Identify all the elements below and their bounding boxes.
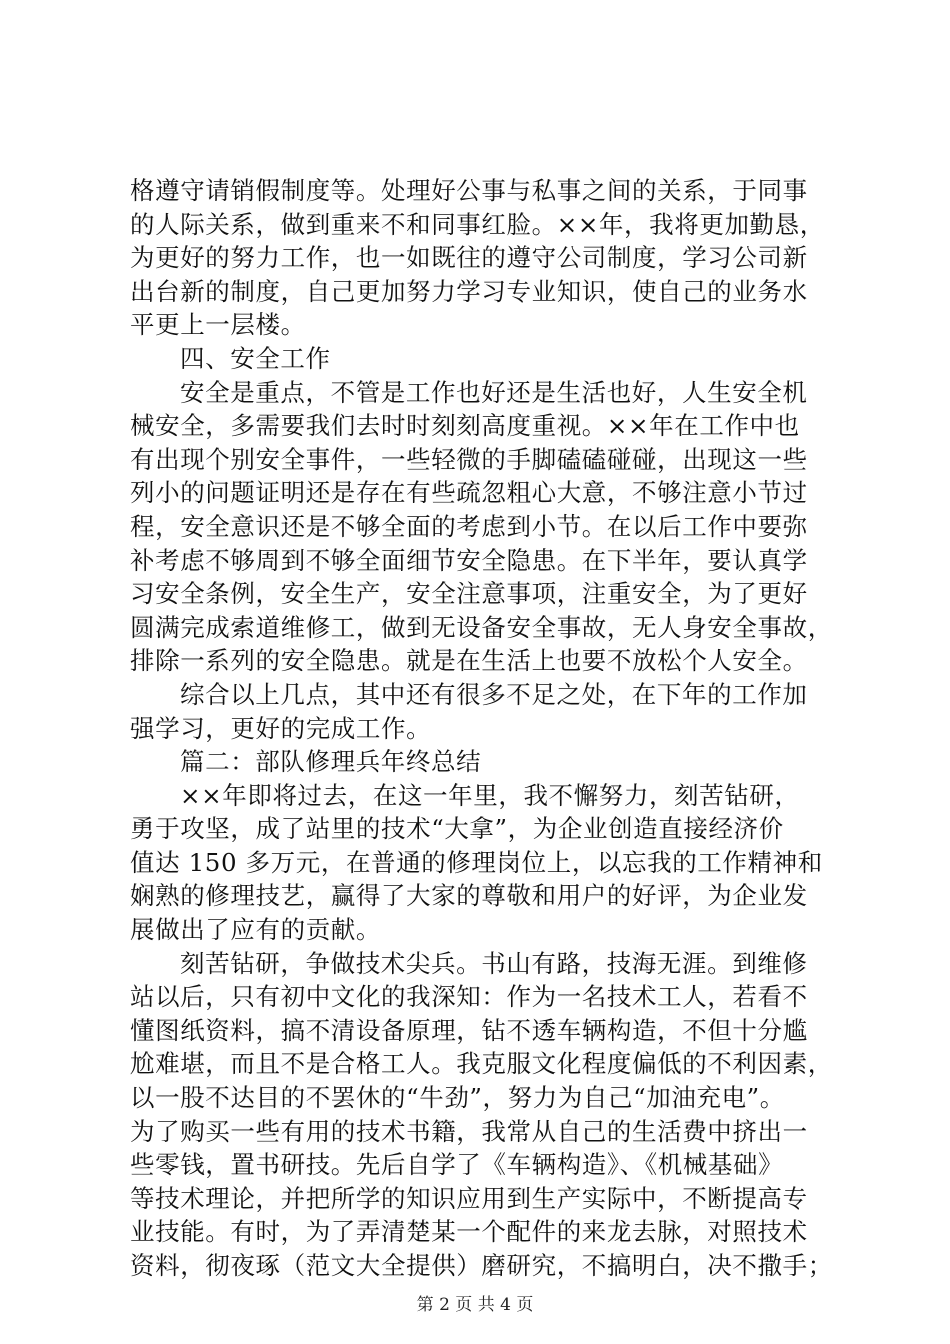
text-line: 有出现个别安全事件，一些轻微的手脚磕磕碰碰，出现这一些 — [130, 444, 808, 474]
text-line: 程，安全意识还是不够全面的考虑到小节。在以后工作中要弥 — [130, 511, 808, 541]
text-line: 格遵守请销假制度等。处理好公事与私事之间的关系，于同事 — [130, 176, 808, 205]
text-line: 勇于攻坚，成了站里的技术“大拿”，为企业创造直接经济价 — [130, 814, 784, 844]
text-line: 为更好的努力工作，也一如既往的遵守公司制度，学习公司新 — [130, 243, 808, 273]
document-body — [130, 174, 833, 1283]
text-line: 综合以上几点，其中还有很多不足之处，在下年的工作加 — [180, 679, 808, 709]
text-line: 以一股不达目的不罢休的“牛劲”，努力为自己“加油充电”。 — [130, 1083, 785, 1113]
text-line: 的人际关系，做到重来不和同事红脸。××年，我将更加勤恳， — [130, 209, 825, 239]
text-line: 习安全条例，安全生产，安全注意事项，注重安全，为了更好 — [130, 579, 808, 609]
page-footer: 第 2 页 共 4 页 — [416, 1295, 534, 1315]
text-line: 械安全，多需要我们去时时刻刻高度重视。××年在工作中也 — [130, 411, 800, 441]
text-line: 为了购买一些有用的技术书籍，我常从自己的生活费中挤出一 — [130, 1116, 808, 1146]
text-line: 刻苦钻研，争做技术尖兵。书山有路，技海无涯。到维修 — [180, 948, 808, 978]
text-line: 站以后，只有初中文化的我深知：作为一名技术工人，若看不 — [130, 982, 808, 1012]
text-line: 排除一系列的安全隐患。就是在生活上也要不放松个人安全。 — [130, 646, 808, 676]
text-line: 等技术理论，并把所学的知识应用到生产实际中，不断提高专 — [130, 1183, 808, 1213]
text-line: 列小的问题证明还是存在有些疏忽粗心大意，不够注意小节过 — [130, 478, 808, 508]
text-line: 尬难堪，而且不是合格工人。我克服文化程度偏低的不利因素， — [130, 1049, 833, 1079]
text-line: 平更上一层楼。 — [130, 310, 306, 340]
text-line: 懂图纸资料，搞不清设备原理，钻不透车辆构造，不但十分尴 — [130, 1015, 808, 1045]
text-line: 业技能。有时，为了弄清楚某一个配件的来龙去脉，对照技术 — [130, 1217, 808, 1247]
text-line: 四、安全工作 — [180, 343, 331, 373]
text-line: 补考虑不够周到不够全面细节安全隐患。在下半年，要认真学 — [130, 545, 808, 575]
text-line: 安全是重点，不管是工作也好还是生活也好，人生安全机 — [180, 377, 808, 407]
text-line: 强学习，更好的完成工作。 — [130, 713, 432, 743]
text-line: 娴熟的修理技艺，赢得了大家的尊敬和用户的好评，为企业发 — [130, 881, 808, 911]
text-line: 展做出了应有的贡献。 — [130, 915, 381, 945]
text-line: 圆满完成索道维修工，做到无设备安全事故，无人身安全事故， — [130, 612, 833, 642]
text-line: 出台新的制度，自己更加努力学习专业知识，使自己的业务水 — [130, 276, 808, 306]
text-line: 值达 150 多万元，在普通的修理岗位上，以忘我的工作精神和 — [130, 847, 823, 877]
text-line: 篇二：部队修理兵年终总结 — [180, 747, 482, 777]
text-line: 资料，彻夜琢（范文大全提供）磨研究，不搞明白，决不撒手； — [130, 1251, 833, 1280]
text-line: 些零钱，置书研技。先后自学了《车辆构造》、《机械基础》 — [130, 1150, 784, 1180]
text-line: ××年即将过去，在这一年里，我不懈努力，刻苦钻研， — [180, 780, 800, 810]
